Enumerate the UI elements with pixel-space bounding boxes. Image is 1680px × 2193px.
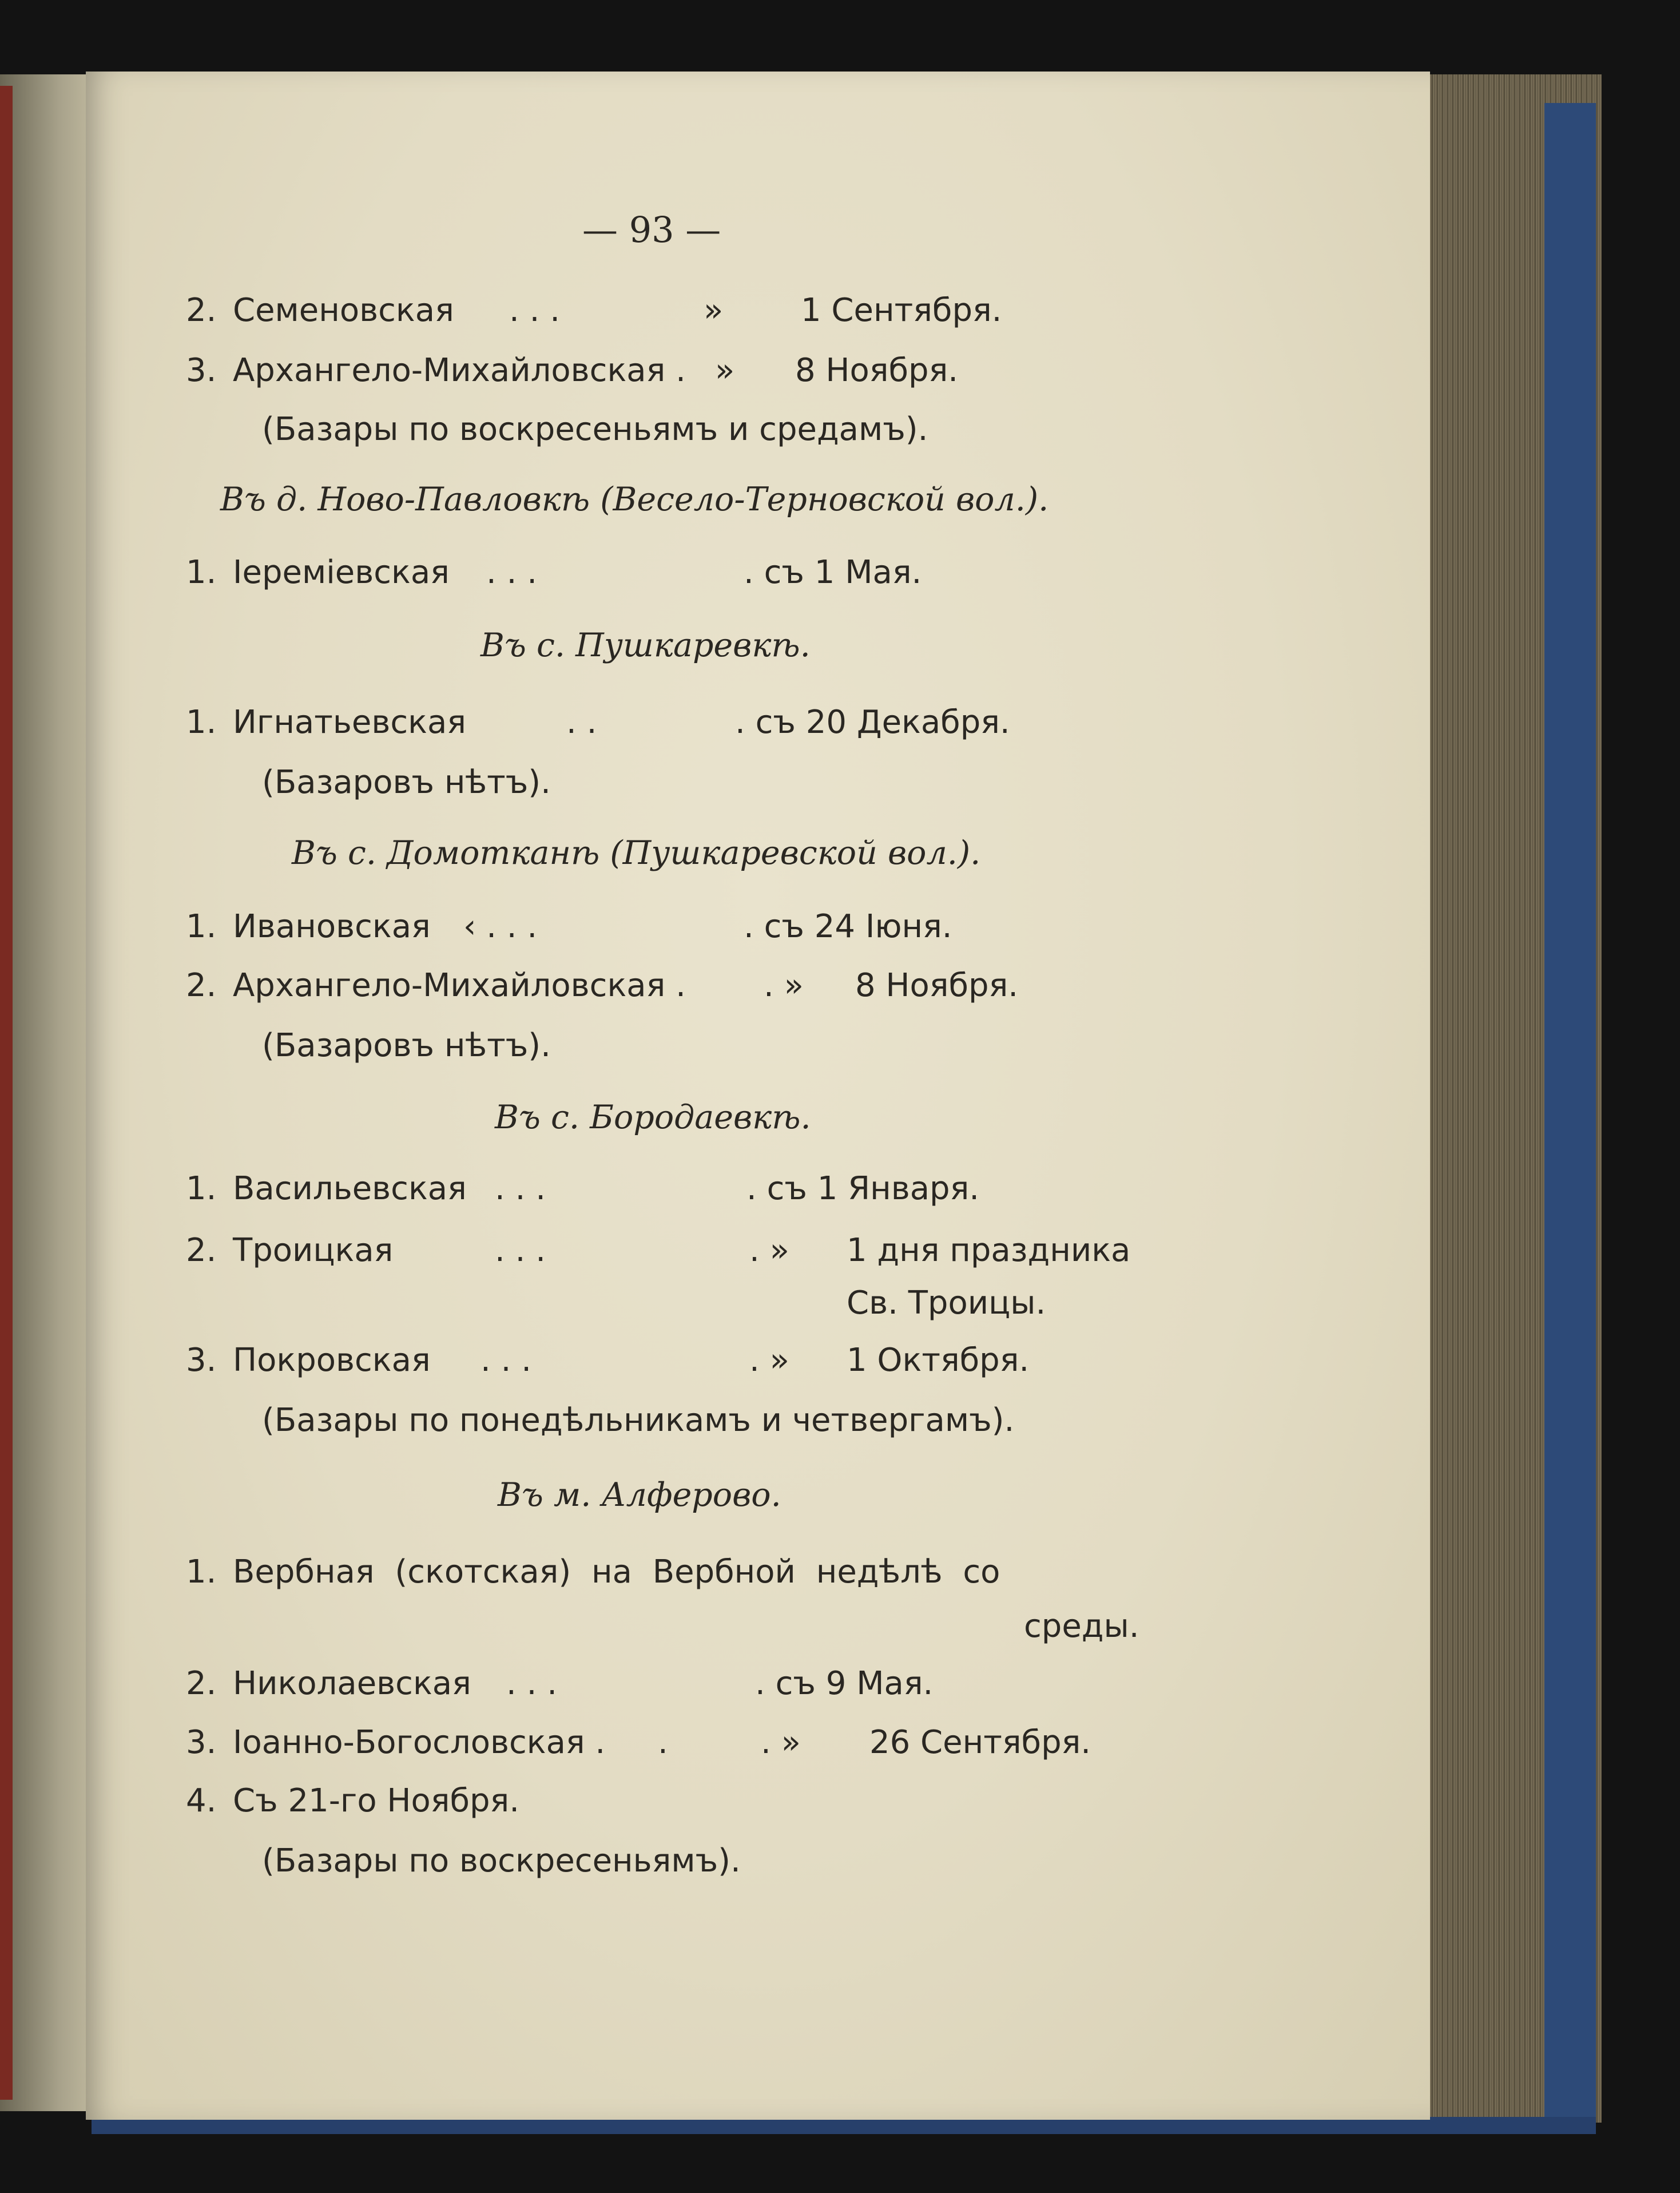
entry-name: Ивановская [233, 908, 431, 945]
entry-number: 3. [186, 1342, 217, 1379]
entry-date: 1 Октября. [847, 1342, 1030, 1379]
entry-name: Игнатьевская [233, 704, 466, 741]
entry-number: 2. [186, 1232, 217, 1269]
market-note: (Базаровъ нѣтъ). [262, 1027, 551, 1064]
entry-number: 3. [186, 352, 217, 389]
entry-name: Іеремiевская [233, 554, 450, 591]
entry-name: Покровская [233, 1342, 431, 1379]
entry-date: 1 дня праздника [847, 1232, 1131, 1269]
entry-number: 1. [186, 1170, 217, 1207]
entry-date: . съ 1 Мая. [744, 554, 922, 591]
leader-dots: . [658, 1724, 668, 1761]
entry-date: 8 Ноября. [795, 352, 959, 389]
leader-dots: . . . [480, 1342, 532, 1379]
entry-name: Архангело-Михайловская . [233, 967, 686, 1004]
entry-number: 2. [186, 292, 217, 329]
entry-name: Архангело-Михайловская . [233, 352, 686, 389]
entry-name: Николаевская [233, 1665, 471, 1702]
ditto-mark: . » [761, 1724, 801, 1761]
entry-name: Вербная (скотская) на Вербной недѣлѣ со [233, 1553, 1000, 1591]
book-page [86, 72, 1430, 2120]
leader-dots: . . . [495, 1232, 546, 1269]
entry-date-continued: Св. Троицы. [847, 1284, 1046, 1322]
entry-number: 1. [186, 908, 217, 945]
page-number: — 93 — [582, 209, 721, 251]
entry-date: 8 Ноября. [855, 967, 1019, 1004]
book-cover-right [1544, 103, 1596, 2128]
entry-name: Семеновская [233, 292, 454, 329]
market-note: (Базары по понедѣльникамъ и четвергамъ). [262, 1402, 1015, 1439]
entry-date: 26 Сентября. [869, 1724, 1091, 1761]
market-note: (Базары по воскресеньямъ и средамъ). [262, 411, 928, 448]
entry-name: Іоанно-Богословская . [233, 1724, 606, 1761]
entry-number: 2. [186, 1665, 217, 1702]
leader-dots: . . . [495, 1170, 546, 1207]
ditto-mark: » [704, 292, 724, 329]
entry-date: . съ 9 Мая. [755, 1665, 934, 1702]
leader-dots: . . [566, 704, 597, 741]
section-heading: Въ с. Домотканѣ (Пушкаревской вол.). [292, 834, 981, 872]
entry-name: Съ 21-го Ноября. [233, 1782, 520, 1819]
entry-name: Васильевская [233, 1170, 467, 1207]
section-heading: Въ с. Пушкаревкѣ. [480, 626, 811, 664]
section-heading: Въ д. Ново-Павловкѣ (Весело-Терновской вол.). [220, 481, 1049, 518]
entry-date: . съ 24 Іюня. [744, 908, 952, 945]
market-note: (Базаровъ нѣтъ). [262, 764, 551, 801]
entry-number: 2. [186, 967, 217, 1004]
entry-number: 1. [186, 554, 217, 591]
section-heading: Въ м. Алферово. [498, 1476, 781, 1514]
entry-number: 4. [186, 1782, 217, 1819]
ditto-mark: . » [749, 1342, 789, 1379]
leader-dots: . . . [509, 292, 561, 329]
leader-dots: . . . [506, 1665, 558, 1702]
entry-date: 1 Сентября. [801, 292, 1002, 329]
entry-number: 1. [186, 1553, 217, 1591]
market-note: (Базары по воскресеньямъ). [262, 1842, 741, 1879]
ditto-mark: . » [764, 967, 804, 1004]
entry-number: 3. [186, 1724, 217, 1761]
section-heading: Въ с. Бородаевкѣ. [495, 1099, 811, 1136]
ditto-mark: » [715, 352, 735, 389]
entry-date: . съ 20 Декабря. [735, 704, 1010, 741]
leader-dots: ‹ . . . [463, 908, 538, 945]
entry-date: . съ 1 Января. [746, 1170, 980, 1207]
entry-continued: среды. [1024, 1608, 1139, 1645]
ditto-mark: . » [749, 1232, 789, 1269]
entry-number: 1. [186, 704, 217, 741]
left-cover-edge [0, 86, 13, 2100]
leader-dots: . . . [486, 554, 538, 591]
entry-name: Троицкая [233, 1232, 394, 1269]
